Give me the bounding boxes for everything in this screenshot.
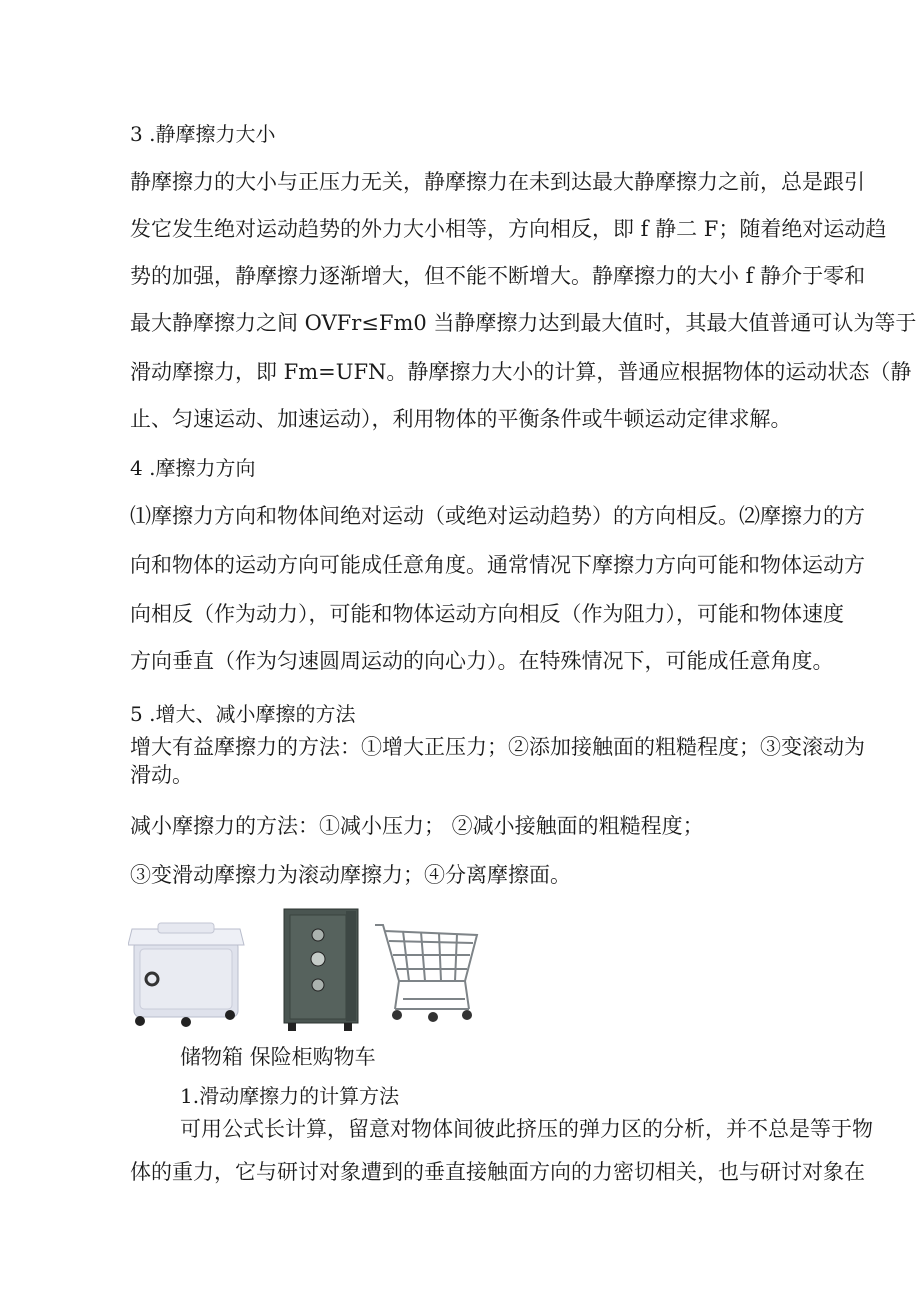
section-3-line: 静摩擦力的大小与正压力无关，静摩擦力在未到达最大静摩擦力之前，总是跟引: [130, 170, 865, 194]
section-4-heading: 4 .摩擦力方向: [130, 456, 256, 480]
section-3-line: 发它发生绝对运动趋势的外力大小相等，方向相反，即 f 静二 F；随着绝对运动趋: [130, 217, 887, 241]
section-3-heading: 3 .静摩擦力大小: [130, 122, 276, 146]
section-3-line: 最大静摩擦力之间 OVFr≤Fm0 当静摩擦力达到最大值时，其最大值普通可认为等于: [130, 311, 917, 335]
illustration-row: [128, 905, 488, 1035]
section-3-line: 势的加强，静摩擦力逐渐增大，但不能不断增大。静摩擦力的大小 f 静介于零和: [130, 264, 866, 288]
image-caption: 储物箱 保险柜购物车: [180, 1045, 376, 1069]
section-1-line: 体的重力，它与研讨对象遭到的垂直接触面方向的力密切相关，也与研讨对象在: [130, 1160, 865, 1184]
section-5-line: ③变滑动摩擦力为滚动摩擦力；④分离摩擦面。: [130, 863, 571, 887]
safe-image: [280, 905, 362, 1033]
section-4-line: 方向垂直（作为匀速圆周运动的向心力）。在特殊情况下，可能成任意角度。: [130, 649, 834, 673]
shopping-cart-image: [373, 919, 481, 1027]
section-5-line: 减小摩擦力的方法：①减小压力； ②减小接触面的粗糙程度；: [130, 814, 704, 838]
section-4-line: ⑴摩擦力方向和物体间绝对运动（或绝对运动趋势）的方向相反。⑵摩擦力的方: [130, 504, 865, 528]
section-5-line: 增大有益摩擦力的方法：①增大正压力；②添加接触面的粗糙程度；③变滚动为: [130, 735, 865, 759]
section-4-line: 向和物体的运动方向可能成任意角度。通常情况下摩擦力方向可能和物体运动方: [130, 553, 865, 577]
section-1-heading: 1.滑动摩擦力的计算方法: [180, 1084, 400, 1108]
storage-box-image: [128, 915, 248, 1030]
section-5-heading: 5 .增大、减小摩擦的方法: [130, 702, 356, 726]
section-3-line: 滑动摩擦力，即 Fm=UFN。静摩擦力大小的计算，普通应根据物体的运动状态（静: [130, 360, 912, 384]
section-5-line: 滑动。: [130, 763, 193, 787]
section-3-line: 止、匀速运动、加速运动），利用物体的平衡条件或牛顿运动定律求解。: [130, 407, 792, 431]
section-1-line: 可用公式长计算，留意对物体间彼此挤压的弹力区的分析，并不总是等于物: [180, 1117, 873, 1141]
section-4-line: 向相反（作为动力），可能和物体运动方向相反（作为阻力），可能和物体速度: [130, 602, 844, 626]
